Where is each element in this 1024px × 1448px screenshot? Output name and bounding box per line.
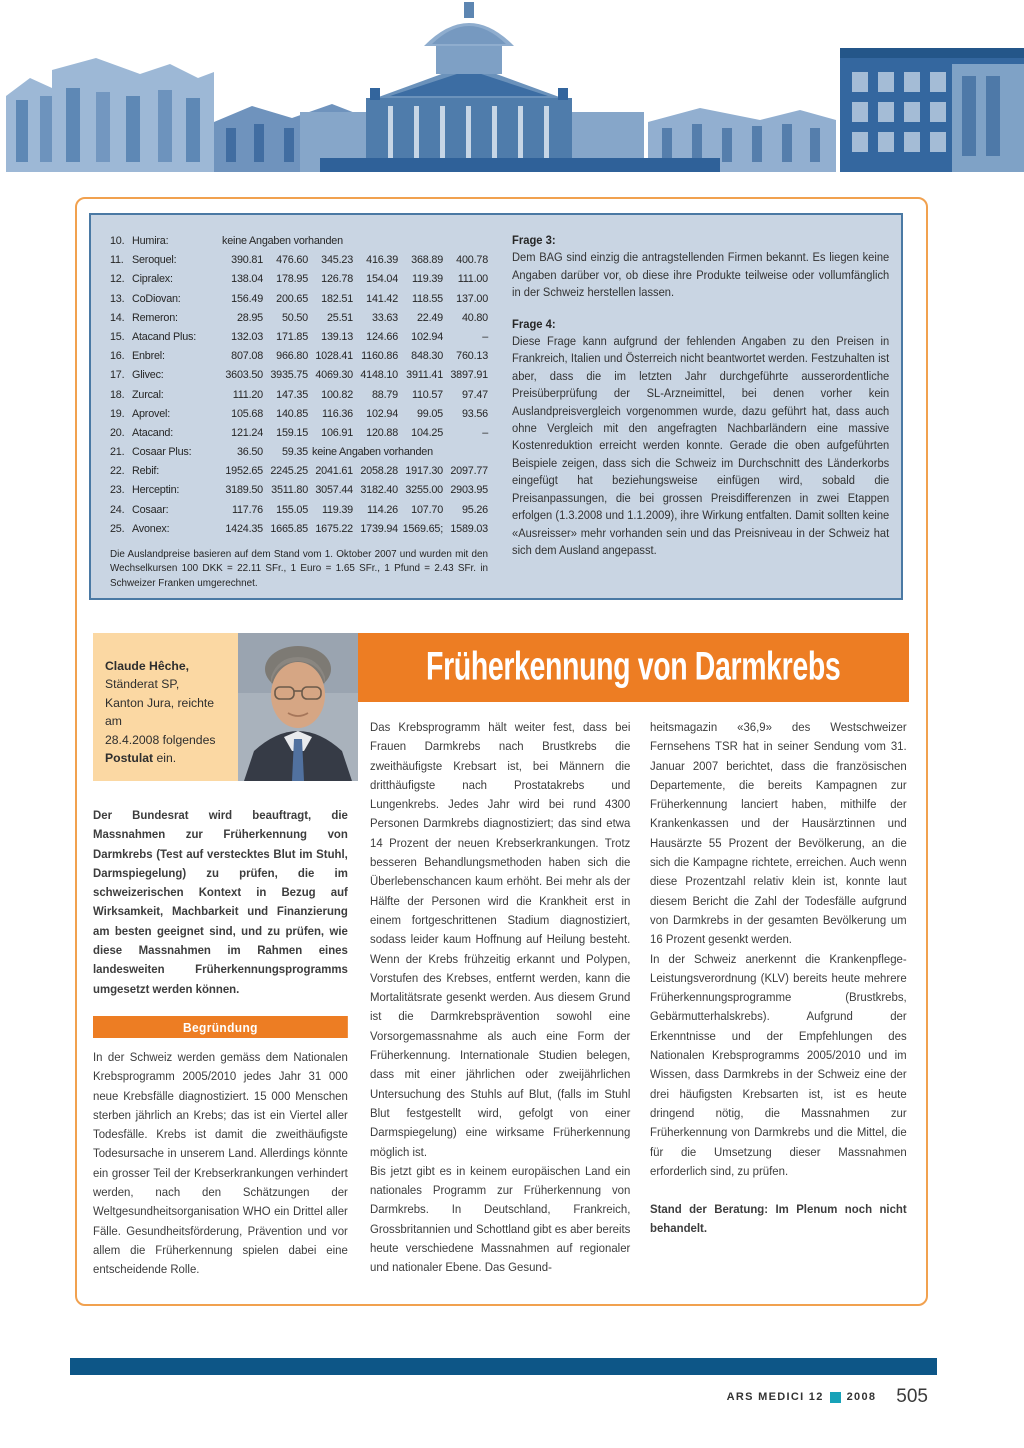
drug-name: Glivec:	[132, 369, 164, 382]
price-value: 1952.65	[225, 465, 263, 478]
price-value: 1589.03	[450, 522, 488, 535]
price-value: 345.23	[321, 254, 353, 267]
author-name: Claude Hêche,	[105, 659, 189, 673]
drug-name: Avonex:	[132, 522, 170, 535]
begruendung-banner	[93, 1016, 348, 1038]
price-value: 137.00	[456, 292, 488, 305]
price-value: 2041.61	[315, 465, 353, 478]
price-value: 105.68	[231, 407, 263, 420]
parliament-building-image	[0, 0, 1024, 172]
price-value: 3511.80	[271, 484, 308, 497]
row-note: keine Angaben vorhanden	[312, 446, 433, 459]
row-number: 18.	[110, 388, 125, 401]
row-number: 13.	[110, 292, 125, 305]
price-table-row	[110, 443, 491, 462]
price-value: 138.04	[231, 273, 263, 286]
drug-name: Cosaar Plus:	[132, 446, 192, 459]
row-number: 14.	[110, 311, 125, 324]
price-value: 102.94	[411, 330, 443, 343]
author-portrait-photo	[238, 633, 358, 781]
answers-column	[512, 232, 889, 559]
price-value: 88.79	[371, 388, 398, 401]
price-value: 33.63	[371, 311, 398, 324]
price-value: 117.76	[231, 503, 263, 516]
drug-name: Aprovel:	[132, 407, 171, 420]
row-note: keine Angaben vorhanden	[222, 235, 343, 247]
price-table-row	[110, 386, 491, 405]
price-value: 2097.77	[450, 465, 488, 478]
price-value: 1424.35	[225, 522, 263, 535]
price-value: 171.85	[276, 330, 308, 343]
row-number: 19.	[110, 407, 125, 420]
page-number: 505	[896, 1386, 928, 1407]
price-value: 966.80	[276, 350, 308, 363]
page-footer	[0, 1386, 928, 1408]
price-value: 28.95	[236, 311, 263, 324]
price-table-column	[110, 232, 491, 591]
price-value: 200.65	[276, 292, 308, 305]
price-value: 139.13	[321, 330, 353, 343]
price-value: 97.47	[461, 388, 488, 401]
article-paragraph: In der Schweiz anerkennt die Krankenpflege-Leistungsverordnung (KLV) bereits heute mehrere Früherkennungsprogramme (Brustkrebs, Gebärmutterhalskrebs). Aufgrund der Erkenntnisse und der Empfehlungen des Nationalen Krebsprogramms 2005/2010 und im Wissen, dass Darmkrebs in der Schweiz eine der drei häufigsten Krebsarten ist, ist es heute dringend nötig, die Massnahmen zur Früherkennung von Darmkrebs und die Mittel, die für die Umsetzung dieser Massnahmen erforderlich sind, zu prüfen.	[650, 951, 907, 1178]
price-value: 132.03	[231, 330, 263, 343]
price-value: 156.49	[231, 292, 263, 305]
row-number: 12.	[110, 273, 125, 286]
price-value: 1675.22	[315, 522, 353, 535]
price-value: 1028.41	[315, 350, 353, 363]
drug-name: Cipralex:	[132, 273, 173, 286]
price-value: 119.39	[321, 503, 353, 516]
row-number: 24.	[110, 503, 125, 516]
price-value: 3911.41	[406, 369, 443, 382]
price-value: 107.70	[411, 503, 443, 516]
price-value: 400.78	[456, 254, 488, 267]
price-value: 100.82	[321, 388, 353, 401]
price-value: 1160.86	[361, 350, 398, 363]
postulat-rest: ein.	[153, 751, 177, 766]
price-value: 3182.40	[360, 484, 398, 497]
row-number: 21.	[110, 446, 125, 459]
drug-name: Atacand:	[132, 426, 174, 439]
price-table-row	[110, 309, 491, 328]
price-value: 1739.94	[360, 522, 398, 535]
drug-name: Cosaar:	[132, 503, 169, 516]
article-paragraph: heitsmagazin «36,9» des Westschweizer Fernsehens TSR hat in seiner Sendung vom 31. Januar 2007 berichtet, dass die französischen Departemente, die bereits Kampagnen zur Früherkennung lanciert haben, mithilfe der Krankenkassen und der Hausärztinnen und Hausärzte 55 Prozent der Bevölkerung, an die sich die Kampagne richtete, erreichen. Auch wenn diese Prozentzahl relativ klein ist, konnte laut diesem Bericht die Zahl der Todesfälle aufgrund von Darmkrebs in der gesamten Bevölkerung um 16 Prozent gesenkt werden.	[650, 720, 907, 947]
issue-year: 2008	[846, 1391, 877, 1403]
price-value: 110.57	[411, 388, 443, 401]
price-value: 4148.10	[360, 369, 398, 382]
price-value: 93.56	[461, 407, 488, 420]
column-middle	[370, 718, 630, 1278]
row-number: 17.	[110, 369, 125, 382]
price-value: 1917.30	[405, 465, 443, 478]
begruendung-label: Begründung	[183, 1019, 258, 1035]
price-value: 2903.95	[450, 484, 488, 497]
price-value: 102.94	[366, 407, 398, 420]
price-value: –	[482, 426, 488, 439]
price-value: 126.78	[321, 273, 353, 286]
price-value: 104.25	[411, 426, 443, 439]
frage3-heading: Frage 3:	[512, 233, 556, 247]
column-left	[93, 806, 348, 1306]
price-value: 50.50	[281, 311, 308, 324]
row-number: 23.	[110, 484, 125, 497]
status-line: Stand der Beratung: Im Plenum noch nicht behandelt.	[650, 1202, 907, 1236]
drug-name: Herceptin:	[132, 484, 180, 497]
price-value: 416.39	[366, 254, 398, 267]
price-value: 121.24	[231, 426, 263, 439]
author-canton: Kanton Jura, reichte am	[105, 695, 215, 729]
teal-square-icon	[830, 1392, 841, 1403]
postulat-text: Der Bundesrat wird beauftragt, die Massnahmen zur Früherkennung von Darmkrebs (Test auf verstecktes Blut im Stuhl, Darmspiegelung) zu prüfen, die im schweizerischen Kontext in Bezug auf Wirksamkeit, Machbarkeit und Finanzierung am besten geeignet sind, und zu prüfen, wie diese Massnahmen im Rahmen eines landesweiten Früherkennungsprogramms umgesetzt werden können.	[93, 808, 348, 996]
price-value: 182.51	[321, 292, 353, 305]
price-table-row	[110, 462, 491, 481]
price-table-footnote: Die Auslandpreise basieren auf dem Stand vom 1. Oktober 2007 und wurden mit den Wechselkursen 100 DKK = 22.11 SFr., 1 Euro = 1.65 SFr., 1 Pfund = 2.43 SFr. in Schweizer Franken umgerechnet.	[110, 549, 488, 589]
price-value: 368.89	[411, 254, 443, 267]
author-date: 28.4.2008 folgendes	[105, 732, 216, 747]
price-table-row	[110, 290, 491, 309]
price-value: 159.15	[276, 426, 308, 439]
price-value: 178.95	[276, 273, 308, 286]
postulat-word: Postulat	[105, 751, 154, 766]
price-value: 119.39	[411, 273, 443, 286]
row-number: 22.	[110, 465, 125, 478]
price-value: 114.26	[366, 503, 398, 516]
row-number: 11.	[110, 254, 124, 267]
price-value: 124.66	[366, 330, 398, 343]
journal-name: ARS MEDICI 12	[726, 1391, 824, 1403]
price-value: 390.81	[231, 254, 263, 267]
price-table-row	[110, 366, 491, 385]
drug-name: CoDiovan:	[132, 292, 181, 305]
price-value: 3897.91	[450, 369, 488, 382]
price-value: 3189.50	[225, 484, 263, 497]
price-table-row	[110, 270, 491, 289]
price-value: 1665.85	[270, 522, 308, 535]
column-right	[650, 718, 907, 1239]
price-value: 111.20	[232, 388, 263, 401]
price-table-row	[110, 424, 491, 443]
price-value: 141.42	[366, 292, 398, 305]
price-value: 111.00	[457, 273, 488, 286]
row-number: 16.	[110, 350, 125, 363]
price-value: 154.04	[366, 273, 398, 286]
price-value: 22.49	[416, 311, 443, 324]
price-value: –	[482, 330, 488, 343]
row-number: 15.	[110, 330, 125, 343]
price-value: 2058.28	[360, 465, 398, 478]
drug-name: Remeron:	[132, 311, 178, 324]
price-value: 140.85	[276, 407, 308, 420]
article-title-banner	[358, 633, 909, 702]
article-title: Früherkennung von Darmkrebs	[426, 644, 841, 690]
article-paragraph: Das Krebsprogramm hält weiter fest, dass bei Frauen Darmkrebs nach Brustkrebs die zweithäufigste Krebsart ist, bei Männern die dritthäufigste nach Prostatakrebs und Lungenkrebs. Jedes Jahr wird bei rund 4300 Personen Darmkrebs diagnostiziert; das sind etwa 14 Prozent der neuen Krebserkrankungen. Trotz besseren Behandlungsmethoden haben sich die Überlebenschancen kaum erhöht. Bei mehr als der Hälfte der Personen wird die Krankheit erst in einem fortgeschrittenen Stadium diagnostiziert, sodass leider kaum Hoffnung auf Heilung besteht. Wenn der Krebs frühzeitig erkannt und Polypen, Vorstufen des Krebses, entfernt werden, kann die Mortalitätsrate gesenkt werden. Aus diesem Grund ist die Darmkrebsprävention sowohl eine Vorsorgemassnahme als auch eine Form der Früherkennung. Internationale Studien belegen, dass mit einer jährlichen oder zweijährlichen Untersuchung des Stuhls auf Blut, (falls im Stuhl Blut festgestellt wird, gefolgt von einer Darmspiegelung) eine wirksame Früherkennung möglich ist.	[370, 720, 631, 1159]
price-value: 120.88	[366, 426, 398, 439]
price-value: 807.08	[231, 350, 263, 363]
frage4-text: Diese Frage kann aufgrund der fehlenden Angaben zu den Preisen in Frankreich, Italien und Österreich nicht beantwortet werden. Festzuhalten ist aber, dass die im letzten Jahr durchgeführte ausserordentliche Preisüberprüfung der SL-Arzneimittel, bei denen vorher kein Auslandpreisvergleich vorgenommen wurde, dazu geführt hat, dass auch ohne Vergleich mit den angefragten Nachbarländern eine massive Kostenreduktion erreicht werden konnte. Gerade die oben aufgeführten Beispiele zeigen, dass sich die Schweiz im Durchschnitt des Länderkorbs eingefügt hat beziehungsweise einfügen wird, sobald die Preisanpassungen, die bei grossen Preisdifferenzen in zwei Etappen erfolgen (1.3.2008 und 1.1.2009), ihre Wirkung entfalten. Damit sollten keine «Ausreisser» mehr vorhanden sein und das Preisniveau in der Schweiz hat sich dem Ausland angepasst.	[512, 334, 890, 557]
price-table-row	[110, 347, 491, 366]
price-value: 59.35	[281, 446, 308, 459]
author-postulat-line	[105, 749, 230, 767]
row-number: 10.	[110, 235, 125, 247]
price-table-row	[110, 481, 491, 500]
price-value: 99.05	[416, 407, 443, 420]
price-value: 2245.25	[270, 465, 308, 478]
row-number: 20.	[110, 426, 125, 439]
article-paragraph: Bis jetzt gibt es in keinem europäischen Land ein nationales Programm zur Früherkennung von Darmkrebs. In Deutschland, Frankreich, Grossbritannien und Schottland gibt es aber bereits heute verschiedene Massnahmen auf regionaler und nationaler Ebene. Das Gesund-	[370, 1163, 631, 1275]
price-value: 3255.00	[405, 484, 443, 497]
drug-name: Seroquel:	[132, 254, 177, 267]
price-value: 155.05	[276, 503, 308, 516]
drug-name: Atacand Plus:	[132, 330, 197, 343]
price-value: 36.50	[236, 446, 263, 459]
row-number: 25.	[110, 522, 125, 535]
price-value: 760.13	[456, 350, 488, 363]
bottom-rule	[70, 1358, 937, 1375]
frage3-text: Dem BAG sind einzig die antragstellenden Firmen bekannt. Es liegen keine Angaben darüber vor, ob diese ihre Produkte teilweise oder vollumfänglich in der Schweiz herstellen lassen.	[512, 250, 890, 300]
price-value: 848.30	[411, 350, 443, 363]
drug-name: Zurcal:	[132, 388, 164, 401]
drug-name: Rebif:	[132, 465, 160, 478]
price-value: 476.60	[276, 254, 308, 267]
price-value: 3935.75	[270, 369, 308, 382]
author-role: Ständerat SP,	[105, 677, 180, 692]
price-table-row	[110, 232, 491, 251]
frage4-heading: Frage 4:	[512, 316, 556, 331]
price-value: 3603.50	[225, 369, 263, 382]
price-value: 106.91	[321, 426, 353, 439]
price-value: 116.36	[321, 407, 353, 420]
price-value: 1569.65;	[402, 522, 443, 535]
price-table	[110, 232, 491, 539]
drug-name: Enbrel:	[132, 350, 165, 363]
price-value: 3057.44	[315, 484, 353, 497]
price-value: 147.35	[276, 388, 308, 401]
price-table-row	[110, 520, 491, 539]
price-value: 40.80	[461, 311, 488, 324]
price-table-row	[110, 405, 491, 424]
price-value: 118.55	[411, 292, 443, 305]
author-info-box	[93, 633, 238, 781]
price-value: 95.26	[461, 503, 488, 516]
drug-name: Humira:	[132, 235, 169, 247]
price-table-row	[110, 251, 491, 270]
begruendung-paragraph: In der Schweiz werden gemäss dem Nationalen Krebsprogramm 2005/2010 jedes Jahr 31 000 neue Krebsfälle diagnostiziert. 15 000 Menschen sterben jährlich an Krebs; das ist ein Viertel aller Todesfälle. Krebs ist damit die zweithäufigste Todesursache in unserem Land. Allerdings könnte ein grosser Teil der Krebserkrankungen verhindert werden, nach den Schätzungen der Weltgesundheitsorganisation WHO ein Drittel aller Fälle. Gesundheitsförderung, Prävention und vor allem die Früherkennung spielen dabei eine entscheidende Rolle.	[93, 1050, 348, 1277]
price-value: 4069.30	[315, 369, 353, 382]
price-table-row	[110, 501, 491, 520]
price-table-row	[110, 328, 491, 347]
price-comparison-box	[89, 213, 903, 600]
price-value: 25.51	[326, 311, 353, 324]
